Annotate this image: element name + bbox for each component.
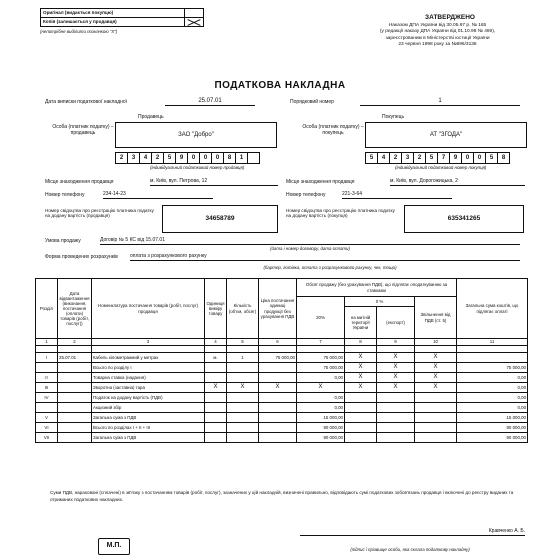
spacer-cell	[58, 346, 92, 353]
seller-label: Особа (платник податку) – продавець	[52, 124, 114, 136]
cell-total: 15 000,00	[457, 413, 528, 423]
column-number: 7	[297, 339, 345, 346]
seq-number-label: Порядковий номер	[290, 99, 334, 105]
cell-unit: м.	[205, 353, 227, 363]
ipn-digit: 2	[389, 152, 402, 164]
cell-c10: X	[415, 383, 457, 393]
copy-row-copy	[41, 18, 203, 26]
ipn-digit: 2	[115, 152, 128, 164]
ipn-digit: 7	[437, 152, 450, 164]
cell-price	[259, 403, 297, 413]
cell-c8	[345, 393, 377, 403]
cell-unit	[205, 393, 227, 403]
spacer-cell	[297, 346, 345, 353]
cell-sec	[36, 363, 58, 373]
seller-location-label: Місце знаходження продавця	[45, 179, 114, 185]
copy-type-box	[40, 8, 204, 27]
cell-c20: 0,00	[297, 373, 345, 383]
cell-c9	[377, 413, 415, 423]
header-unit: Одиниця виміру товару	[205, 279, 227, 339]
spacer-cell	[36, 346, 58, 353]
cell-c9: X	[377, 373, 415, 383]
cell-total: 75 000,00	[457, 363, 528, 373]
signer-name: Кравченко А. Б.	[300, 529, 525, 536]
cell-price	[259, 363, 297, 373]
table-row	[36, 433, 528, 443]
seller-ipn-caption: (індивідуальний податковий номер продавця)	[150, 165, 245, 170]
approval-title: ЗАТВЕРДЖЕНО	[425, 14, 475, 21]
cell-unit	[205, 423, 227, 433]
cell-c8	[345, 413, 377, 423]
cell-price	[259, 373, 297, 383]
cell-c10: X	[415, 363, 457, 373]
cell-c10	[415, 403, 457, 413]
ipn-digit: 4	[139, 152, 152, 164]
cell-date	[58, 423, 92, 433]
approval-lines	[330, 23, 545, 49]
seller-name-field: ЗАО "Добро"	[115, 122, 277, 148]
cell-c9	[377, 403, 415, 413]
cell-c10: X	[415, 373, 457, 383]
cell-c9: X	[377, 383, 415, 393]
cell-total: 90 000,00	[457, 423, 528, 433]
header-section: Розділ	[36, 279, 58, 339]
header-export: на митній території України	[345, 307, 377, 339]
cell-qty	[227, 373, 259, 383]
cell-c8: X	[345, 383, 377, 393]
ipn-digit: 5	[163, 152, 176, 164]
cell-date	[58, 403, 92, 413]
column-number: 3	[92, 339, 205, 346]
cell-c20: 15 000,00	[297, 413, 345, 423]
cell-qty	[227, 393, 259, 403]
cell-date	[58, 363, 92, 373]
ipn-digit: 8	[497, 152, 510, 164]
cell-price: X	[259, 383, 297, 393]
original-checkbox[interactable]	[184, 9, 203, 17]
spacer-cell	[92, 346, 205, 353]
ipn-digit: 5	[365, 152, 378, 164]
cell-unit	[205, 433, 227, 443]
cell-name: Всього по розділах I + II + III	[92, 423, 205, 433]
header-exempt: Звільнення від ПДВ (ст. 5)	[415, 297, 457, 339]
seller-ipn-boxes	[115, 152, 259, 164]
cell-sec: I	[36, 353, 58, 363]
cell-date: 25.07.01	[58, 353, 92, 363]
seller-cert-label: Номер свідоцтва про реєстрацію платника податку на додану вартість (продавця)	[45, 208, 154, 219]
cell-c10	[415, 433, 457, 443]
cell-total: 0,00	[457, 383, 528, 393]
column-number: 8	[345, 339, 377, 346]
table-row	[36, 373, 528, 383]
ipn-digit: 0	[461, 152, 474, 164]
signature-caption: (підпис і прізвище особи, яка склала податкову накладну)	[350, 547, 470, 552]
seller-location-value: м. Київ, вул. Петрова, 12	[150, 179, 278, 186]
table-row	[36, 363, 528, 373]
spacer-cell	[415, 346, 457, 353]
buyer-label: Особа (платник податку) – покупець	[302, 124, 364, 136]
cell-date	[58, 413, 92, 423]
header-zero-pct: (експорт)	[377, 307, 415, 339]
ipn-digit: 3	[401, 152, 414, 164]
cell-date	[58, 433, 92, 443]
cell-sec: IV	[36, 393, 58, 403]
header-qty: Кількість (об'єм, обсяг)	[227, 279, 259, 339]
cell-c8: X	[345, 363, 377, 373]
buyer-name-field: АТ "ЗГОДА"	[365, 122, 527, 148]
buyer-phone-value: 221-3-64	[342, 192, 452, 199]
ipn-digit: 9	[449, 152, 462, 164]
goods-table	[35, 278, 528, 443]
header-rate-group: Обсяг продажу (без урахування ПДВ), що підлягає оподаткуванню за ставками	[297, 279, 457, 297]
buyer-location-value: м. Київ, вул. Дорогожицька, 2	[390, 179, 525, 186]
cell-unit	[205, 403, 227, 413]
payment-caption: (бартер, готівка, оплата з розрахункового рахунку, чек, тощо)	[263, 265, 397, 270]
ipn-digit	[247, 152, 260, 164]
cell-price	[259, 413, 297, 423]
cell-qty	[227, 403, 259, 413]
cell-date	[58, 373, 92, 383]
ipn-digit: 4	[377, 152, 390, 164]
issue-date-label: Дата виписки податкової накладної	[45, 99, 128, 105]
cell-qty: X	[227, 383, 259, 393]
cell-total: 90 000,00	[457, 433, 528, 443]
cell-total: 0,00	[457, 393, 528, 403]
ipn-digit: 0	[211, 152, 224, 164]
approval-line: 23 червня 1998 року за №696/3136	[398, 42, 477, 48]
document-title: ПОДАТКОВА НАКЛАДНА	[214, 80, 346, 91]
cell-c9	[377, 393, 415, 403]
ipn-digit: 9	[175, 152, 188, 164]
cell-name: Акцизний збір	[92, 403, 205, 413]
cell-unit	[205, 413, 227, 423]
header-zero-group: 0 %	[345, 297, 415, 307]
cell-c9	[377, 423, 415, 433]
cell-c20: X	[297, 383, 345, 393]
table-row	[36, 423, 528, 433]
payment-label: Форма проведених розрахунків	[45, 254, 118, 260]
cell-c20: 0,00	[297, 393, 345, 403]
cell-sec: VII	[36, 433, 58, 443]
column-number: 4	[205, 339, 227, 346]
cell-c20: 0,00	[297, 403, 345, 413]
cell-sec	[36, 403, 58, 413]
cell-c10	[415, 393, 457, 403]
ipn-digit: 5	[425, 152, 438, 164]
seller-phone-label: Номер телефону	[45, 192, 85, 198]
cell-name: Податок на додану вартість (ПДВ)	[92, 393, 205, 403]
column-number: 10	[415, 339, 457, 346]
cell-price	[259, 433, 297, 443]
spacer-cell	[345, 346, 377, 353]
seq-number-value: 1	[360, 98, 520, 106]
buyer-phone-label: Номер телефону	[286, 192, 326, 198]
spacer-cell	[259, 346, 297, 353]
column-number-row	[36, 339, 528, 346]
payment-value: оплата з розрахункового рахунку	[130, 254, 520, 261]
cell-name: Всього по розділу I	[92, 363, 205, 373]
cell-total: 0,00	[457, 403, 528, 413]
header-total: Загальна сума коштів, що підлягає оплаті	[457, 279, 528, 339]
table-row	[36, 403, 528, 413]
buyer-ipn-caption: (індивідуальний податковий номер покупця)	[395, 165, 487, 170]
cell-c9: X	[377, 363, 415, 373]
cell-c10: X	[415, 353, 457, 363]
cell-c10	[415, 413, 457, 423]
cell-c8	[345, 433, 377, 443]
cell-date	[58, 383, 92, 393]
buyer-cert-field: 635341265	[404, 205, 524, 233]
copy-row-copy-label: Копія (залишається у продавця)	[43, 19, 117, 25]
approval-line: (у редакції наказу ДПА України від 01.10.98 № 469),	[379, 29, 496, 35]
cell-c8: X	[345, 353, 377, 363]
ipn-digit: 3	[127, 152, 140, 164]
cell-c20: 75 000,00	[297, 353, 345, 363]
cell-qty	[227, 423, 259, 433]
header-price: Ціна постачання одиниці продукції без урахування ПДВ	[259, 279, 297, 339]
seller-caption: Продавець	[138, 114, 164, 120]
spacer-cell	[205, 346, 227, 353]
buyer-location-label: Місце знаходження продавця	[286, 179, 355, 185]
cell-c10	[415, 423, 457, 433]
column-number: 1	[36, 339, 58, 346]
cell-price	[259, 393, 297, 403]
table-row	[36, 383, 528, 393]
cell-total: 0,00	[457, 373, 528, 383]
cell-qty: 1	[227, 353, 259, 363]
copy-row-original-label: Оригінал (видається покупцю)	[43, 10, 114, 16]
ipn-digit: 0	[199, 152, 212, 164]
column-number: 2	[58, 339, 92, 346]
cell-qty	[227, 363, 259, 373]
spacer-row	[36, 346, 528, 353]
header-name: Номенклатура постачання товарів (робіт, послуг) продавця	[92, 279, 205, 339]
header-date: Дата відвантаження (виконання, постачання (оплати) товарів (робіт, послуг))	[58, 279, 92, 339]
table-row	[36, 413, 528, 423]
cell-c20: 90 000,00	[297, 433, 345, 443]
approval-line: зареєстрованим в Міністерстві юстиції України	[385, 35, 490, 41]
ipn-digit: 0	[187, 152, 200, 164]
cell-unit	[205, 373, 227, 383]
spacer-cell	[457, 346, 528, 353]
cell-sec: V	[36, 413, 58, 423]
cell-c8: X	[345, 373, 377, 383]
cell-total	[457, 353, 528, 363]
cell-c20: 75 000,00	[297, 363, 345, 373]
column-number: 11	[457, 339, 528, 346]
ipn-digit: 5	[485, 152, 498, 164]
cell-name: Кабель кілометражний у метрах	[92, 353, 205, 363]
table-row	[36, 353, 528, 363]
cell-price: 75 000,00	[259, 353, 297, 363]
cell-c9: X	[377, 353, 415, 363]
column-number: 9	[377, 339, 415, 346]
sale-terms-caption: (дата і номер договору, дата оплати)	[270, 246, 350, 251]
cell-sec: II	[36, 373, 58, 383]
cell-sec: VI	[36, 423, 58, 433]
cell-c8	[345, 423, 377, 433]
stamp-placeholder: М.П.	[98, 538, 130, 555]
buyer-ipn-boxes	[365, 152, 509, 164]
cell-c9	[377, 433, 415, 443]
spacer-cell	[227, 346, 259, 353]
copy-checkbox[interactable]	[184, 18, 203, 26]
goods-body	[36, 353, 528, 443]
issue-date-value: 25.07.01	[165, 98, 255, 106]
cell-name: Загальна сума з ПДВ	[92, 413, 205, 423]
cell-name: Зворотна (заставна) тара	[92, 383, 205, 393]
ipn-digit: 2	[413, 152, 426, 164]
cell-unit	[205, 363, 227, 373]
ipn-digit: 1	[235, 152, 248, 164]
cell-c20: 90 000,00	[297, 423, 345, 433]
seller-phone-value: 234-14-23	[103, 192, 213, 199]
cell-qty	[227, 433, 259, 443]
spacer-cell	[377, 346, 415, 353]
cell-sec: III	[36, 383, 58, 393]
ipn-digit: 2	[151, 152, 164, 164]
buyer-cert-label: Номер свідоцтва про реєстрацію платника податку на додану вартість (покупця)	[286, 208, 395, 219]
header-rate20: 20%	[297, 297, 345, 339]
sale-terms-label: Умова продажу	[45, 238, 81, 244]
cell-unit: X	[205, 383, 227, 393]
cell-name: Товарна ставка (надання)	[92, 373, 205, 383]
copy-box-note: (непотрібне виділити позначкою "X")	[40, 29, 118, 34]
buyer-caption: Покупець	[382, 114, 405, 120]
footer-statement: Суми ПДВ, нараховані (сплачені) в зв'язку з постачанням товарів (робіт, послуг), зазначених у цій накладній, визначені правильно, відповідають сумі податкових зобов'язань продавця і включені до реєстру виданих та отриманих податкових накладних.	[50, 490, 514, 502]
table-row	[36, 393, 528, 403]
copy-row-original	[41, 9, 203, 18]
ipn-digit: 0	[473, 152, 486, 164]
cell-name: Загальна сума з ПДВ	[92, 433, 205, 443]
seller-cert-field: 34658789	[162, 205, 278, 233]
sale-terms-value: Договір № 5 КС від 15.07.01	[100, 238, 520, 245]
ipn-digit: 8	[223, 152, 236, 164]
cell-qty	[227, 413, 259, 423]
cell-price	[259, 423, 297, 433]
cell-date	[58, 393, 92, 403]
column-number: 6	[259, 339, 297, 346]
column-number: 5	[227, 339, 259, 346]
cell-c8	[345, 403, 377, 413]
approval-line: Наказом ДПА України від 30.05.97 р. № 165	[388, 23, 487, 28]
